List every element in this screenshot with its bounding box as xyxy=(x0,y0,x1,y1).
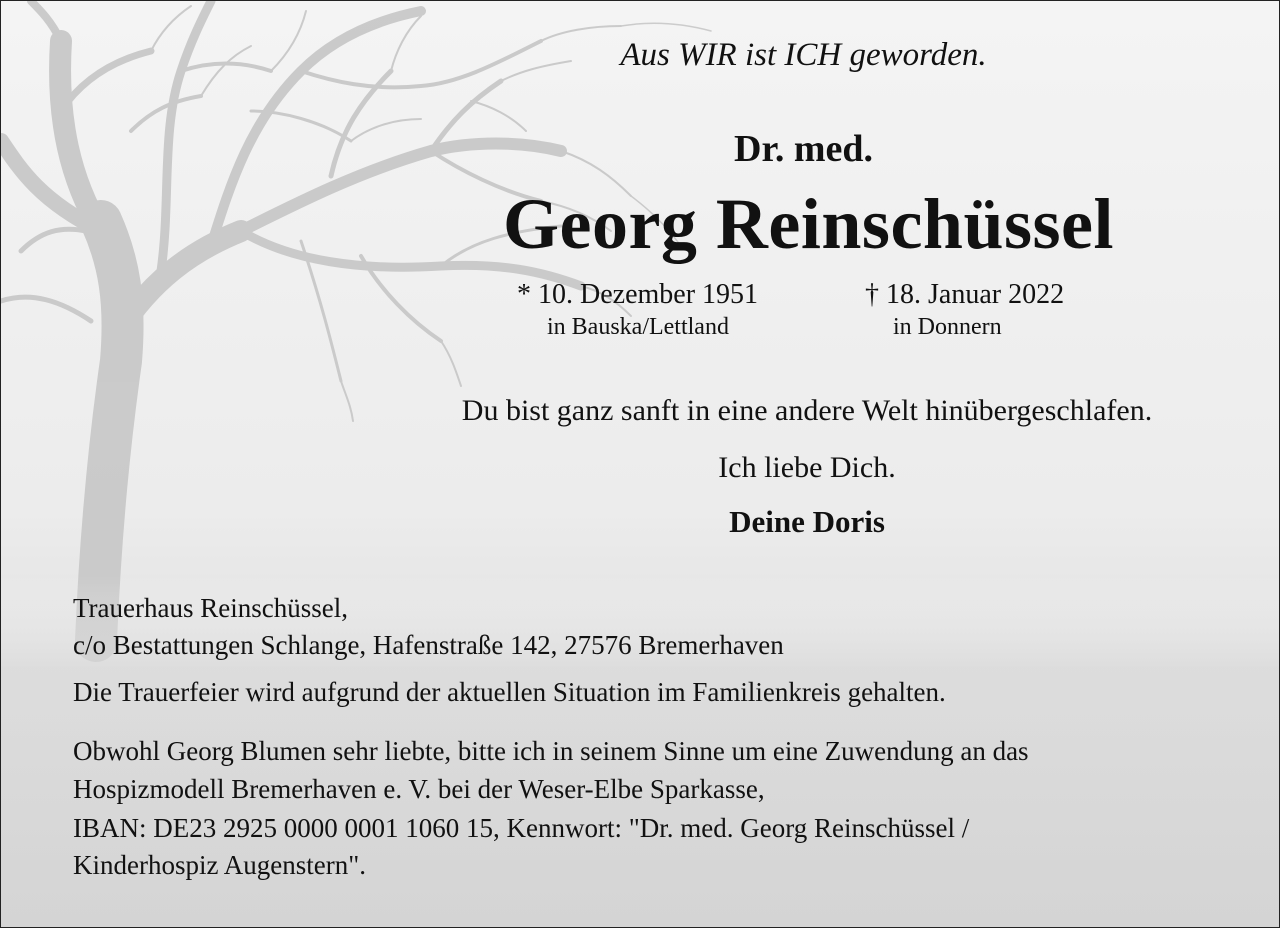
donation-line: Hospizmodell Bremerhaven e. V. bei der Weser-Elbe Sparkasse, xyxy=(73,774,765,804)
ceremony-note: Die Trauerfeier wird aufgrund der aktuellen Situation im Familienkreis gehalten. xyxy=(73,677,946,707)
birth-place: in Bauska/Lettland xyxy=(547,314,729,340)
deceased-name: Georg Reinschüssel xyxy=(503,184,1114,264)
message-line: Du bist ganz sanft in eine andere Welt hinübergeschlafen. xyxy=(461,394,1153,427)
death-place: in Donnern xyxy=(893,314,1002,340)
donation-line: Obwohl Georg Blumen sehr liebte, bitte ich in seinem Sinne um eine Zuwendung an das xyxy=(73,736,1029,766)
message-line: Ich liebe Dich. xyxy=(718,451,896,484)
address-line: c/o Bestattungen Schlange, Hafenstraße 142, 27576 Bremerhaven xyxy=(73,630,784,660)
academic-title: Dr. med. xyxy=(734,128,873,170)
birth-date: * 10. Dezember 1951 xyxy=(517,279,759,310)
address-line: Trauerhaus Reinschüssel, xyxy=(73,593,348,623)
motto: Aus WIR ist ICH geworden. xyxy=(620,37,987,73)
death-date: † 18. Januar 2022 xyxy=(865,279,1065,310)
donation-line: IBAN: DE23 2925 0000 0001 1060 15, Kennwort: "Dr. med. Georg Reinschüssel / xyxy=(73,813,970,843)
donation-line: Kinderhospiz Augenstern". xyxy=(73,850,366,880)
signature: Deine Doris xyxy=(729,504,885,539)
